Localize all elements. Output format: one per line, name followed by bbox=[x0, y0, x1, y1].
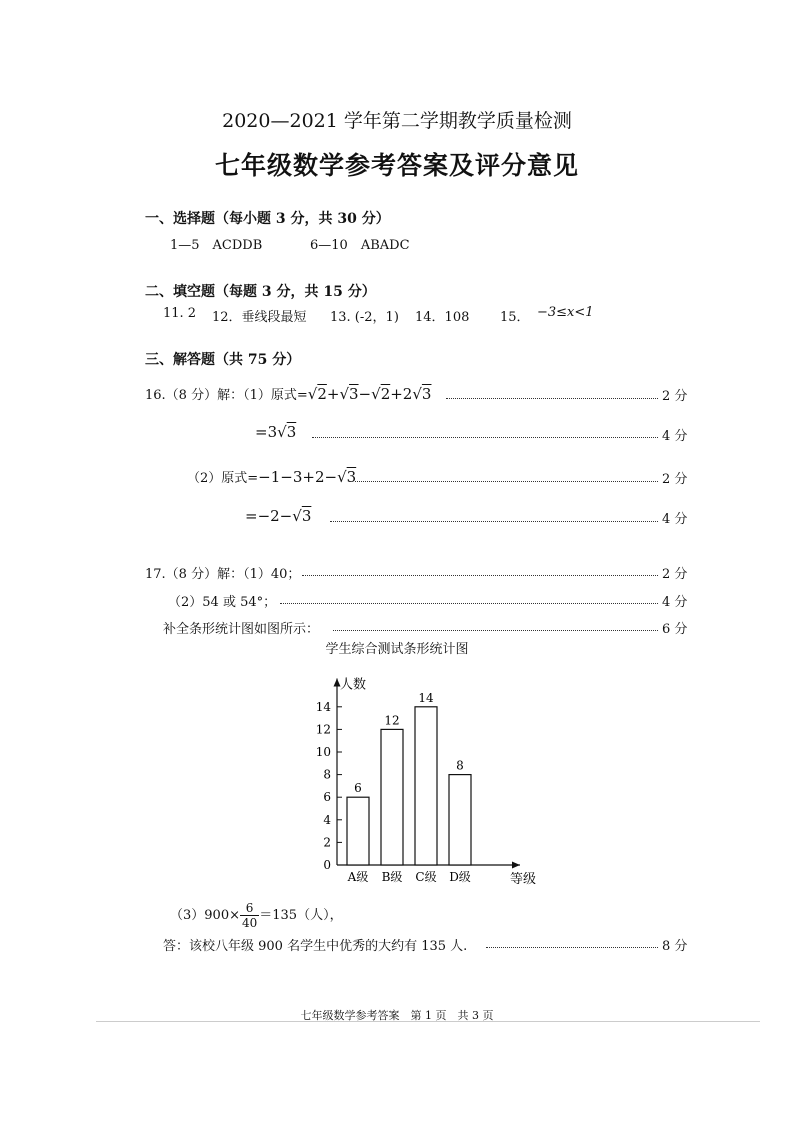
dot-leader bbox=[330, 521, 658, 522]
section2-title: 二、填空题（每题 3 分，共 15 分） bbox=[145, 284, 376, 300]
dot-leader bbox=[302, 575, 658, 576]
section3-title: 三、解答题（共 75 分） bbox=[145, 352, 301, 368]
x-tick-label: C级 bbox=[415, 870, 437, 884]
dot-leader bbox=[333, 630, 658, 631]
q16-part2-label: （2）原式= bbox=[187, 471, 259, 486]
q17-line2: （2）54 或 54°； bbox=[168, 595, 277, 610]
q17-line3: 补全条形统计图如图所示： bbox=[163, 622, 320, 637]
y-tick-label: 2 bbox=[323, 835, 331, 850]
q16-line4-score: 4 分 bbox=[662, 512, 688, 527]
section1-title: 一、选择题（每小题 3 分，共 30 分） bbox=[145, 211, 390, 227]
bar bbox=[347, 797, 369, 865]
x-tick-label: D级 bbox=[449, 870, 471, 884]
q16-part1 bbox=[145, 384, 431, 403]
bar-value-label: 6 bbox=[354, 781, 362, 796]
bar bbox=[381, 729, 403, 865]
q17-line2-score: 4 分 bbox=[662, 595, 688, 610]
answer-14: 14．108 bbox=[415, 310, 470, 325]
y-tick-label: 14 bbox=[315, 699, 331, 714]
bar bbox=[415, 707, 437, 865]
q16-line3-score: 2 分 bbox=[662, 472, 688, 487]
chart-title: 学生综合测试条形统计图 bbox=[325, 642, 469, 657]
q16-part2 bbox=[187, 467, 356, 486]
x-axis-arrow bbox=[512, 862, 520, 869]
document-subtitle: 七年级数学参考答案及评分意见 bbox=[214, 151, 579, 180]
q16-line1-score: 2 分 bbox=[662, 389, 688, 404]
page-footer: 七年级数学参考答案 第 1 页 共 3 页 bbox=[300, 1009, 494, 1022]
y-tick-label: 4 bbox=[323, 812, 331, 827]
y-tick-label: 8 bbox=[323, 767, 331, 782]
x-axis-label: 等级 bbox=[510, 872, 537, 887]
footer-divider bbox=[96, 1021, 760, 1022]
q16-part2-expr: −1−3+2− bbox=[258, 468, 338, 486]
bar-value-label: 14 bbox=[418, 690, 434, 705]
q17-line5: 答：该校八年级 900 名学生中优秀的大约有 135 人. bbox=[163, 939, 468, 954]
y-tick-label: 6 bbox=[323, 790, 331, 805]
answer-15-label: 15． bbox=[500, 310, 530, 325]
q16-label: 16.（8 分）解：（1）原式= bbox=[145, 388, 308, 403]
bar-value-label: 12 bbox=[384, 713, 400, 728]
fraction-denominator: 40 bbox=[241, 916, 258, 930]
q17-line4-suffix: ＝135（人）， bbox=[259, 908, 343, 923]
q16-line4: =−2−√3 bbox=[245, 507, 312, 525]
q17-line5-score: 8 分 bbox=[662, 939, 688, 954]
x-tick-label: A级 bbox=[347, 870, 369, 884]
section1-answers-b: 6—10 ABADC bbox=[310, 238, 410, 253]
answer-13: 13. (-2，1) bbox=[330, 310, 399, 325]
dot-leader bbox=[355, 481, 658, 482]
q17-line4 bbox=[170, 901, 343, 930]
x-tick-label: B级 bbox=[381, 870, 403, 884]
q17-line1-score: 2 分 bbox=[662, 567, 688, 582]
document-title: 2020—2021 学年第二学期教学质量检测 bbox=[222, 110, 572, 132]
y-tick-label: 10 bbox=[315, 745, 331, 759]
q16-line4-prefix: =−2− bbox=[245, 507, 293, 525]
bar bbox=[449, 775, 471, 865]
dot-leader bbox=[280, 603, 658, 604]
q16-expr1: √2+√3−√2+2√3 bbox=[307, 385, 432, 403]
dot-leader bbox=[312, 437, 658, 438]
fraction-numerator: 6 bbox=[240, 901, 259, 916]
section1-answers-a: 1—5 ACDDB bbox=[170, 238, 263, 253]
answer-12: 12．垂线段最短 bbox=[212, 310, 307, 325]
bar-value-label: 8 bbox=[456, 758, 464, 773]
answer-11: 11. 2 bbox=[163, 306, 197, 321]
fraction bbox=[240, 901, 259, 930]
q17-line4-prefix: （3）900× bbox=[170, 908, 240, 923]
q16-line2: =3√3 bbox=[255, 423, 297, 441]
answer-15-expr: −3≤x<1 bbox=[537, 305, 594, 320]
q17-line1: 17.（8 分）解：（1）40； bbox=[145, 567, 301, 582]
q16-line2-score: 4 分 bbox=[662, 429, 688, 444]
q16-line2-prefix: =3 bbox=[255, 423, 278, 441]
dot-leader bbox=[486, 947, 658, 948]
y-tick-label: 0 bbox=[323, 858, 331, 872]
bar-chart bbox=[0, 655, 794, 900]
q17-line3-score: 6 分 bbox=[662, 622, 688, 637]
y-tick-label: 12 bbox=[315, 722, 331, 737]
y-axis-label: 人数 bbox=[340, 677, 367, 693]
sqrt-3: √3 bbox=[337, 468, 357, 486]
dot-leader bbox=[446, 398, 658, 399]
